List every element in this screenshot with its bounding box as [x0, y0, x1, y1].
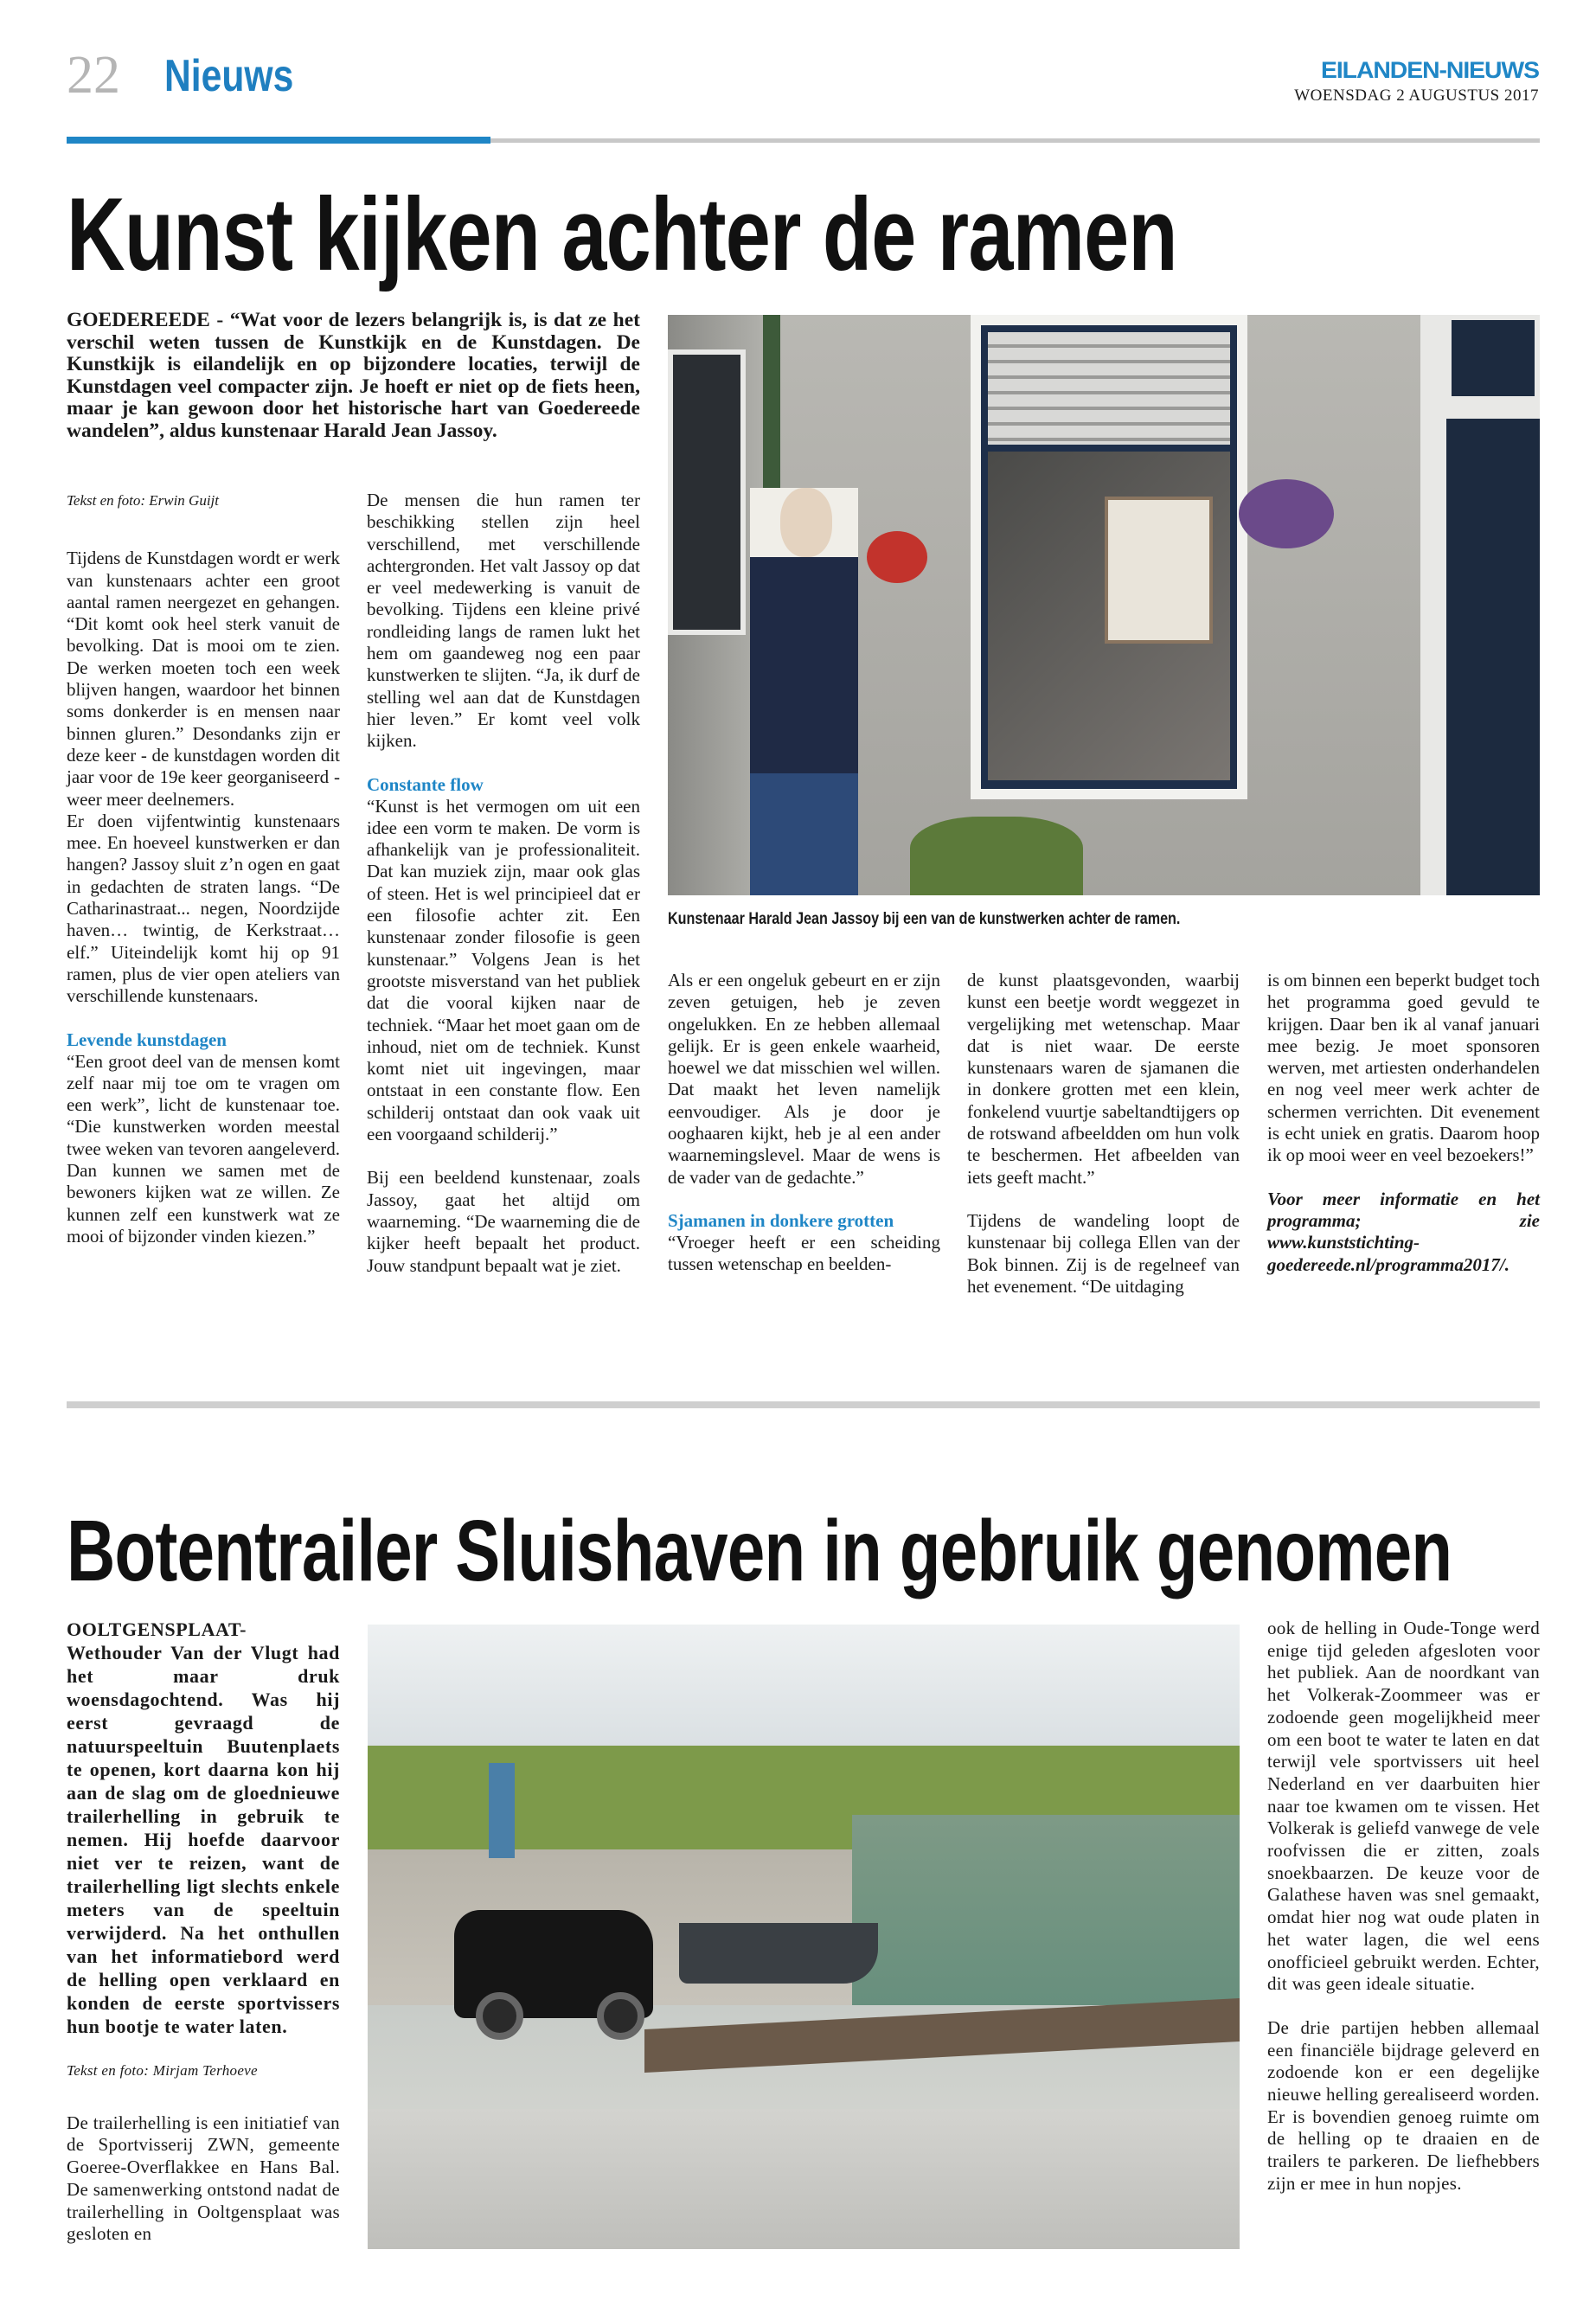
paragraph: Als er een ongeluk gebeurt en er zijn zeven getuigen, heb je zeven ongelukken. En ze hebben allemaal gelijk. Er is geen enkele waarheid, hoewel we dat misschien wel willen. Dat maakt het leven namelijk eenvoudiger. Als je door je ooghaaren kijkt, heb je al een ander waarnemingslevel. Maar de wens is de vader van de gedachte.” — [668, 970, 940, 1188]
more-info-link[interactable]: Voor meer informatie en het programma; zie www.kunststichting-goedereede.nl/programma2017/. — [1267, 1188, 1540, 1275]
article-divider — [67, 1401, 1540, 1408]
paragraph: Bij een beeldend kunstenaar, zoals Jassoy, gaat het altijd om waarneming. “De waarneming die de kijker heeft bepaalt het product. Jouw standpunt bepaalt wat je ziet. — [367, 1167, 640, 1276]
paragraph: “Vroeger heeft er een scheiding tussen wetenschap en beelden- — [668, 1231, 940, 1275]
paragraph: Tijdens de Kunstdagen wordt er werk van kunstenaars achter een groot aantal ramen neergezet en gehangen. “Dit komt ook heel sterk vanuit de bevolking. Dat is mooi om te zien. De werken moeten toch een week blijven hangen, waardoor het binnen soms donkerder is en mensen naar binnen gluren.” Desondanks zijn er deze keer - de kunstdagen worden dit jaar voor de 19e keer georganiseerd - weer meer deelnemers. — [67, 548, 340, 810]
issue-date: WOENSDAG 2 AUGUSTUS 2017 — [1294, 87, 1539, 105]
page-number: 22 — [67, 46, 120, 105]
paragraph: Tijdens de wandeling loopt de kunstenaar bij collega Ellen van der Bok binnen. Zij is de regelneef van het evenement. “De uitdaging — [967, 1209, 1240, 1297]
article-column-3 — [1267, 1618, 1540, 2217]
paragraph: Er doen vijfentwintig kunstenaars mee. En hoeveel kunstwerken er dan hangen? Jassoy sluit z’n ogen en gaat in gedachten de straten langs. “De Catharinastraat... negen, Noordzijde haven… twintig, de Kerkstraat… elf.” Uiteindelijk komt hij op 91 ramen, plus de vier open ateliers van verschillende kunstenaars. — [67, 810, 340, 1007]
article-headline: Kunst kijken achter de ramen — [67, 176, 1177, 292]
byline: Tekst en foto: Mirjam Terhoeve — [67, 2062, 258, 2079]
article-column-4 — [967, 970, 1240, 1319]
subheading: Constante flow — [367, 773, 484, 795]
article-lead: GOEDEREEDE - “Wat voor de lezers belangrijk is, is dat ze het verschil weten tussen de Kunstkijk en de Kunstdagen. De Kunstkijk is eilandelijk en op bijzondere locaties, terwijl de Kunstdagen veel compacter zijn. Je hoeft er niet op de fiets heen, maar je kan gewoon door het historische hart van Goedereede wandelen”, aldus kunstenaar Harald Jean Jassoy. — [67, 309, 640, 442]
article-column-2 — [367, 490, 640, 1298]
section-rule-accent — [67, 137, 490, 144]
paragraph: “Kunst is het vermogen om uit een idee een vorm te maken. De vorm is afhankelijk van je professionaliteit. Dat kan muziek zijn, maar ook glas of steen. Het is wel principieel dat er een filosofie achter zit. Een kunstenaar zonder filosofie is geen kunstenaar.” Volgens Jean is het grootste misverstand van het publiek dat die vooral kijken naar de techniek. “Maar het moet gaan om de inhoud, niet om de techniek. Kunst komt niet uit ingevingen, maar ontstaat in een constante flow. Een schilderij ontstaat dan ook vaak uit een voorgaand schilderij.” — [367, 795, 640, 1145]
paragraph: is om binnen een beperkt budget toch het programma goed gevuld te krijgen. Daar ben ik al vanaf januari mee bezig. Je moet sponsoren werven, met artiesten onderhandelen en nog veel meer werk achter de schermen verrichten. Dit evenement is echt uniek en gratis. Daarom hoop ik op mooi weer en veel bezoekers!” — [1267, 970, 1540, 1166]
article-column-3 — [668, 970, 940, 1298]
photo-caption: Kunstenaar Harald Jean Jassoy bij een van de kunstwerken achter de ramen. — [668, 910, 1181, 928]
article-column-5 — [1267, 970, 1540, 1298]
article-column-1 — [67, 1618, 340, 2267]
article-headline: Botentrailer Sluishaven in gebruik genomen — [67, 1503, 1452, 1599]
newspaper-logo: EILANDEN-NIEUWS — [1321, 57, 1539, 83]
section-rule — [490, 138, 1540, 143]
paragraph: “Een groot deel van de mensen komt zelf naar mij toe om te vragen om een werk”, licht de kunstenaar toe. “Die kunstwerken worden meestal twee weken van tevoren aangeleverd. Dan kunnen we samen met de bewoners kijken wat ze willen. Ze kunnen zelf een kunstwerk wat ze mooi of bijzonder vinden kiezen.” — [67, 1050, 340, 1247]
article-photo-artist-window — [668, 315, 1540, 895]
section-title: Nieuws — [164, 51, 294, 101]
subheading: Levende kunstdagen — [67, 1029, 227, 1050]
article-photo-boat-trailer — [368, 1625, 1240, 2249]
paragraph: De trailerhelling is een initiatief van de Sportvisserij ZWN, gemeente Goeree-Overflakkee en Hans Bal. De samenwerking ontstond nadat de trailerhelling in Ooltgensplaat was gesloten en — [67, 2112, 340, 2245]
paragraph: ook de helling in Oude-Tonge werd enige tijd geleden afgesloten voor het publiek. Aan de noordkant van het Volkerak-Zoommeer was er zodoende geen mogelijkheid meer om een boot te water te laten en dat terwijl vele sportvissers uit heel Nederland en ver daarbuiten hier naar toe kwamen om te vissen. Het Volkerak is geliefd vanwege de vele roofvissen die er zitten, zoals snoekbaarzen. De keuze voor de Galathese haven was snel gemaakt, omdat hier nog wat oude platen in het water lagen, die wel eens onofficieel gebruikt werden. Echter, dit was geen ideale situatie. — [1267, 1618, 1540, 1995]
subheading: Sjamanen in donkere grotten — [668, 1209, 894, 1231]
paragraph: De mensen die hun ramen ter beschikking stellen zijn heel verschillend, met verschillende achtergronden. Het valt Jassoy op dat er veel medewerking is vanuit de bevolking. Tijdens een kleine privé rondleiding langs de ramen lukt het hem om gaandeweg nog een paar kunstwerken te slijten. “Ja, ik durf de stelling wel aan dat de Kunstdagen hier leven.” Er komt veel volk kijken. — [367, 490, 640, 752]
paragraph: De drie partijen hebben allemaal een financiële bijdrage geleverd en zodoende kon er een degelijke nieuwe helling gerealiseerd worden. Er is bovendien genoeg ruimte om de helling op te draaien en de trailers te parkeren. De liefhebbers zijn er mee in hun nopjes. — [1267, 2016, 1540, 2194]
paragraph: de kunst plaatsgevonden, waarbij kunst een beetje wordt weggezet in vergelijking met wetenschap. Maar dat is niet waar. De eerste kunstenaars waren de sjamanen die in donkere grotten met een klein, fonkelend vuurtje sabeltandtijgers op de rotswand afbeeldden om hun volk te beschermen. Het afbeelden van iets geeft macht.” — [967, 970, 1240, 1188]
byline: Tekst en foto: Erwin Guijt — [67, 492, 219, 509]
article-lead: OOLTGENSPLAAT- Wethouder Van der Vlugt had het maar druk woensdagochtend. Was hij eerst gevraagd de natuurspeeltuin Buutenplaets te openen, kort daarna kon hij aan de slag om de gloednieuwe trailerhelling in gebruik te nemen. Hij hoefde daarvoor niet ver te reizen, want de trailerhelling ligt slechts enkele meters van de speeltuin verwijderd. Na het onthullen van het informatiebord werd de helling open verklaard en konden de eerste sportvissers hun bootje te water laten. — [67, 1618, 340, 2037]
article-column-1 — [67, 490, 340, 1269]
